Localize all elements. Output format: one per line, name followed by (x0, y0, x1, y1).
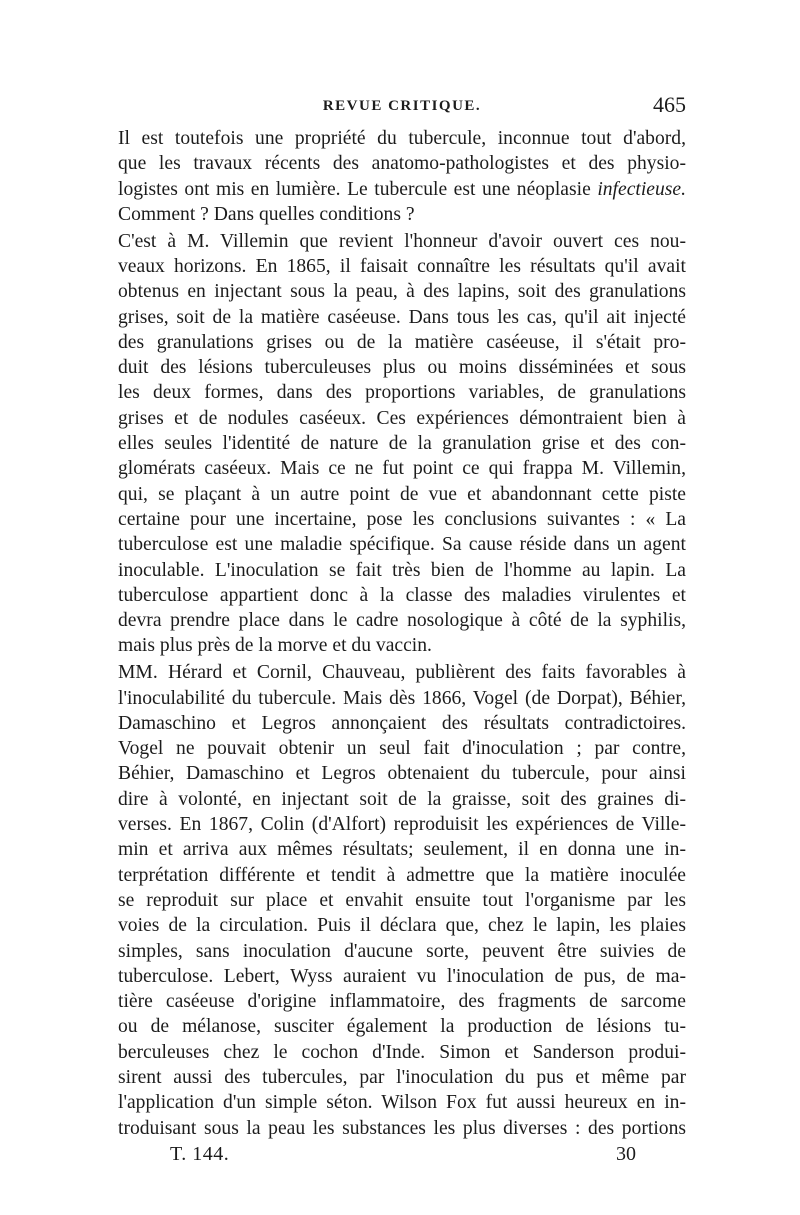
text-line: veaux horizons. En 1865, il faisait connaître les résultats qu'il avait (118, 255, 686, 277)
text-line: ou de mélanose, susciter également la production de lésions tu- (118, 1016, 686, 1038)
text-line: mais plus près de la morve et du vaccin. (118, 635, 432, 657)
document-page (118, 92, 686, 1173)
text-line: elles seules l'identité de nature de la granulation grise et des con- (118, 433, 686, 455)
text-line: MM. Hérard et Cornil, Chauveau, publièrent des faits favorables à (118, 662, 686, 684)
paragraph-1 (118, 126, 686, 227)
text-line: tuberculose. Lebert, Wyss auraient vu l'inoculation de pus, de ma- (118, 965, 686, 987)
text-line: inoculable. L'inoculation se fait très bien de l'homme au lapin. La (118, 559, 686, 581)
text-line: C'est à M. Villemin que revient l'honneur d'avoir ouvert ces nou- (118, 230, 686, 252)
text-line: des granulations grises ou de la matière caséeuse, il s'était pro- (118, 331, 686, 353)
text-line: obtenus en injectant sous la peau, à des lapins, soit des granulations (118, 281, 686, 303)
text-line: qui, se plaçant à un autre point de vue et abandonnant cette piste (118, 483, 686, 505)
running-title: REVUE CRITIQUE. (322, 98, 482, 114)
text-line: devra prendre place dans le cadre nosologique à côté de la syphilis, (118, 610, 686, 632)
paragraph-3 (118, 660, 686, 1141)
text-line: logistes ont mis en lumière. Le tubercule est une néoplasie infectieuse. (118, 178, 686, 200)
text-line: Vogel ne pouvait obtenir un seul fait d'inoculation ; par contre, (118, 738, 686, 760)
italic-word: infectieuse. (597, 178, 686, 200)
text-line: min et arriva aux mêmes résultats; seulement, il en donna une in- (118, 839, 686, 861)
page-header (118, 92, 686, 126)
text-line: tière caséeuse d'origine inflammatoire, des fragments de sarcome (118, 991, 686, 1013)
page-footer (118, 1143, 686, 1173)
signature-mark: T. 144. (170, 1142, 230, 1165)
body-text (118, 126, 686, 1141)
text-line: berculeuses chez le cochon d'Inde. Simon et Sanderson produi- (118, 1041, 686, 1063)
text-line: l'inoculabilité du tubercule. Mais dès 1866, Vogel (de Dorpat), Béhier, (118, 687, 686, 709)
text-line: certaine pour une incertaine, pose les conclusions suivantes : « La (118, 508, 686, 530)
text-line: grises, soit de la matière caséeuse. Dans tous les cas, qu'il ait injecté (118, 306, 686, 328)
text-line: dire à volonté, en injectant soit de la graisse, soit des graines di- (118, 788, 686, 810)
text-line: tuberculose appartient donc à la classe des maladies virulentes et (118, 584, 686, 606)
text-line: Béhier, Damaschino et Legros obtenaient du tubercule, pour ainsi (118, 763, 686, 785)
text-line: verses. En 1867, Colin (d'Alfort) reproduisit les expériences de Ville- (118, 814, 686, 836)
text-line: voies de la circulation. Puis il déclara que, chez le lapin, les plaies (118, 915, 686, 937)
page-number: 465 (653, 92, 686, 117)
text-line: Comment ? Dans quelles conditions ? (118, 203, 415, 225)
text-line: duit des lésions tuberculeuses plus ou moins disséminées et sous (118, 357, 686, 379)
text-line: que les travaux récents des anatomo-pathologistes et des physio- (118, 153, 686, 175)
paragraph-2 (118, 229, 686, 659)
sheet-number: 30 (616, 1142, 636, 1165)
text-line: sirent aussi des tubercules, par l'inoculation du pus et même par (118, 1066, 686, 1088)
text-line: grises et de nodules caséeux. Ces expériences démontraient bien à (118, 407, 686, 429)
text-line: troduisant sous la peau les substances les plus diverses : des portions (118, 1117, 686, 1139)
text-line: simples, sans inoculation d'aucune sorte, peuvent être suivies de (118, 940, 686, 962)
text-line: Damaschino et Legros annonçaient des résultats contradictoires. (118, 712, 686, 734)
text-line: terprétation différente et tendit à admettre que la matière inoculée (118, 864, 686, 886)
text-line: l'application d'un simple séton. Wilson Fox fut aussi heureux en in- (118, 1092, 686, 1114)
text-line: glomérats caséeux. Mais ce ne fut point ce qui frappa M. Villemin, (118, 458, 686, 480)
text-line: Il est toutefois une propriété du tubercule, inconnue tout d'abord, (118, 128, 686, 149)
text-line: tuberculose est une maladie spécifique. Sa cause réside dans un agent (118, 534, 686, 556)
text-line: les deux formes, dans des proportions variables, de granulations (118, 382, 686, 404)
text-line: se reproduit sur place et envahit ensuite tout l'organisme par les (118, 889, 686, 911)
